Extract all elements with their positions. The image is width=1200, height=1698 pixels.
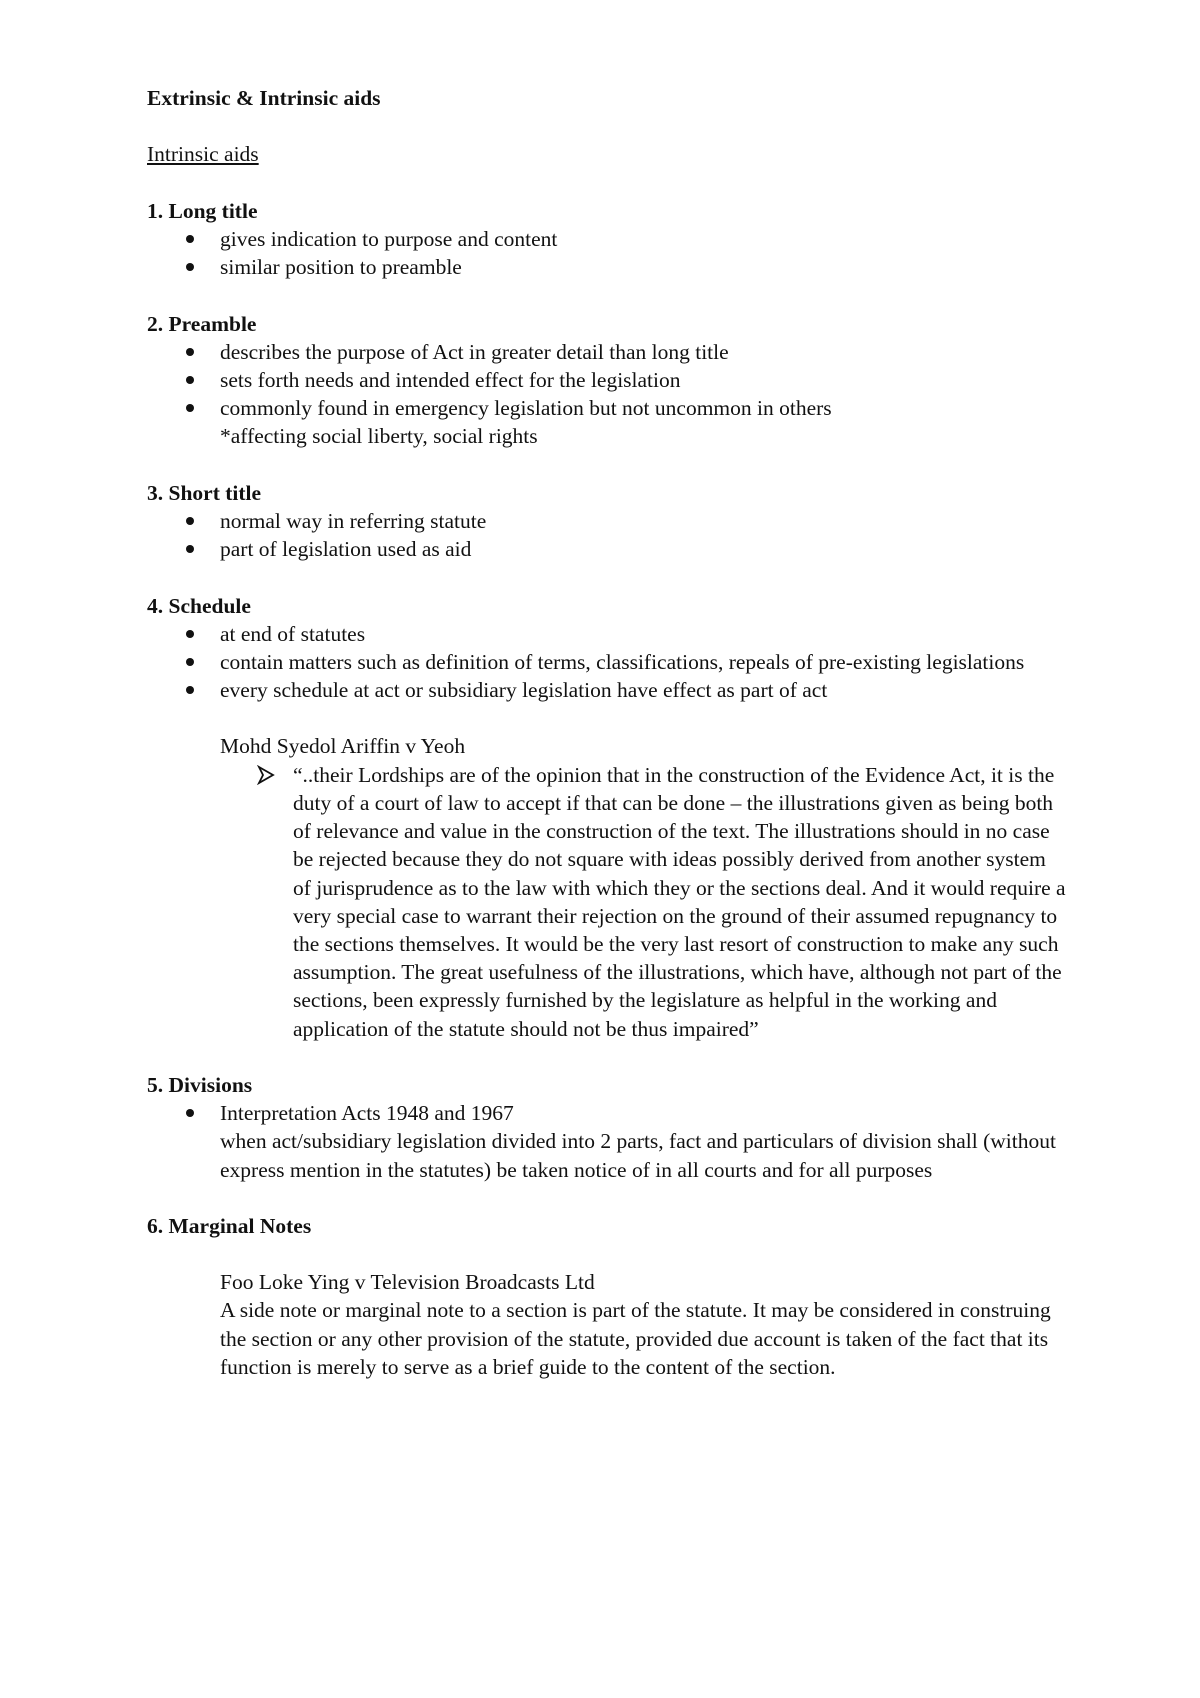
bullet-item: every schedule at act or subsidiary legislation have effect as part of act xyxy=(147,676,1067,704)
section-heading: 4. Schedule xyxy=(147,593,251,618)
bullet-dot-icon xyxy=(186,235,194,243)
bullet-list xyxy=(147,1099,1067,1127)
page-title: Extrinsic & Intrinsic aids xyxy=(147,86,381,110)
bullet-item: contain matters such as definition of terms, classifications, repeals of pre-existing legislations xyxy=(147,648,1067,676)
section-subtitle: Intrinsic aids xyxy=(147,142,259,167)
spacer xyxy=(147,704,1067,732)
bullet-list xyxy=(147,507,1067,563)
bullet-item: normal way in referring statute xyxy=(147,507,1067,535)
case-name: Mohd Syedol Ariffin v Yeoh xyxy=(220,734,466,759)
bullet-item: commonly found in emergency legislation but not uncommon in others xyxy=(147,394,1067,422)
bullet-list xyxy=(147,620,1067,705)
bullet-dot-icon xyxy=(186,1109,194,1117)
bullet-list xyxy=(147,225,1067,281)
bullet-item: sets forth needs and intended effect for the legislation xyxy=(147,366,1067,394)
section-marginal-notes xyxy=(147,1212,1067,1381)
section-heading: 5. Divisions xyxy=(147,1072,253,1097)
divisions-note: when act/subsidiary legislation divided into 2 parts, fact and particulars of division shall (without express mention in the statutes) be taken notice of in all courts and for all purposes xyxy=(220,1129,1056,1182)
bullet-item: similar position to preamble xyxy=(147,253,1067,281)
bullet-dot-icon xyxy=(186,263,194,271)
section-divisions xyxy=(147,1071,1067,1184)
bullet-list xyxy=(147,338,1067,423)
bullet-dot-icon xyxy=(186,686,194,694)
bullet-item: Interpretation Acts 1948 and 1967 xyxy=(147,1099,1067,1127)
spacer xyxy=(147,1240,1067,1268)
case-name: Foo Loke Ying v Television Broadcasts Ltd xyxy=(220,1270,595,1295)
bullet-item: part of legislation used as aid xyxy=(147,535,1067,563)
preamble-note: *affecting social liberty, social rights xyxy=(220,424,538,449)
bullet-dot-icon xyxy=(186,348,194,356)
bullet-item: gives indication to purpose and content xyxy=(147,225,1067,253)
section-heading: 1. Long title xyxy=(147,198,258,223)
section-schedule xyxy=(147,592,1067,1043)
bullet-dot-icon xyxy=(186,545,194,553)
bullet-item: describes the purpose of Act in greater detail than long title xyxy=(147,338,1067,366)
bullet-dot-icon xyxy=(186,630,194,638)
section-short-title xyxy=(147,479,1067,564)
marginal-notes-text: A side note or marginal note to a section is part of the statute. It may be considered in construing the section or any other provision of the statute, provided due account is taken of the fact that its function is merely to serve as a brief guide to the content of the section. xyxy=(220,1298,1051,1379)
bullet-dot-icon xyxy=(186,404,194,412)
section-preamble xyxy=(147,310,1067,451)
bullet-item: at end of statutes xyxy=(147,620,1067,648)
arrow-bullet-icon xyxy=(257,765,275,785)
case-quote: “..their Lordships are of the opinion that in the construction of the Evidence Act, it is the duty of a court of law to accept if that can be done – the illustrations given as being both of relevance and value in the construction of the text. The illustrations should in no case be rejected because they do not square with ideas possibly derived from another system of jurisprudence as to the law with which they or the sections deal. And it would require a very special case to warrant their rejection on the ground of their assumed repugnancy to the sections themselves. It would be the very last resort of construction to make any such assumption. The great usefulness of the illustrations, which have, although not part of the sections, been expressly furnished by the legislature as helpful in the working and application of the statute should not be thus impaired” xyxy=(147,761,1067,1043)
bullet-dot-icon xyxy=(186,517,194,525)
bullet-dot-icon xyxy=(186,376,194,384)
section-heading: 6. Marginal Notes xyxy=(147,1213,312,1238)
bullet-dot-icon xyxy=(186,658,194,666)
document-page xyxy=(147,84,1067,1381)
section-heading: 3. Short title xyxy=(147,480,262,505)
section-long-title xyxy=(147,197,1067,282)
section-heading: 2. Preamble xyxy=(147,311,257,336)
